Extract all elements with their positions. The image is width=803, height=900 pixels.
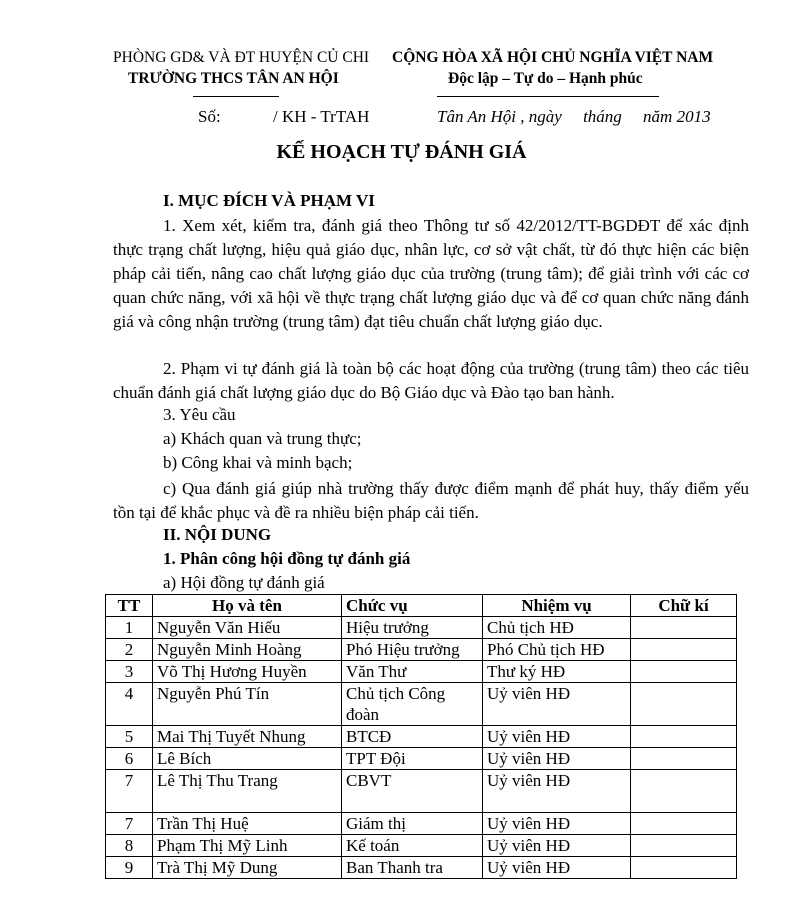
table-row [106,835,737,857]
document-date: Tân An Hội , ngày tháng năm 2013 [437,107,711,126]
table-row [106,813,737,835]
cell-name: Nguyễn Văn Hiếu [153,617,342,639]
header-tt: TT [106,595,153,617]
cell-position: Ban Thanh tra [342,857,483,879]
left-header-underline [193,96,279,97]
cell-duty: Thư ký HĐ [483,661,631,683]
requirement-b: b) Công khai và minh bạch; [163,453,353,472]
cell-signature [631,770,737,813]
cell-signature [631,683,737,726]
table-row [106,661,737,683]
cell-position: TPT Đội [342,748,483,770]
cell-tt: 8 [106,835,153,857]
cell-name: Lê Thị Thu Trang [153,770,342,813]
requirement-c: c) Qua đánh giá giúp nhà trường thấy được điểm mạnh để phát huy, thấy điểm yếu tồn tại để khắc phục và đề ra nhiều biện pháp cải tiến. [113,479,749,522]
cell-tt: 2 [106,639,153,661]
section-1-paragraph-2: 2. Phạm vi tự đánh giá là toàn bộ các hoạt động của trường (trung tâm) theo các tiêu chuẩn đánh giá chất lượng giáo dục do Bộ Giáo dục và Đào tạo ban hành. [113,359,749,402]
cell-duty: Uỷ viên HĐ [483,726,631,748]
cell-duty: Uỷ viên HĐ [483,857,631,879]
cell-duty: Uỷ viên HĐ [483,835,631,857]
cell-position: Giám thị [342,813,483,835]
cell-position: Văn Thư [342,661,483,683]
right-header-underline [437,96,659,97]
table-row [106,726,737,748]
cell-signature [631,661,737,683]
cell-position: Chủ tịch Công đoàn [342,683,483,726]
cell-signature [631,639,737,661]
table-row [106,770,737,813]
header-duty: Nhiệm vụ [483,595,631,617]
cell-signature [631,617,737,639]
cell-position: CBVT [342,770,483,813]
document-number-code: / KH - TrTAH [273,107,370,126]
cell-name: Nguyễn Minh Hoàng [153,639,342,661]
department-name: PHÒNG GD& VÀ ĐT HUYỆN CỦ CHI [113,49,370,66]
cell-tt: 1 [106,617,153,639]
cell-name: Phạm Thị Mỹ Linh [153,835,342,857]
section-1-paragraph-1: 1. Xem xét, kiểm tra, đánh giá theo Thông tư số 42/2012/TT-BGDĐT để xác định thực trạng chất lượng, hiệu quả giáo dục, nhân lực, cơ sở vật chất, từ đó thực hiện các biện pháp cải tiến, nâng cao chất lượng giáo dục của trường (trung tâm); để giải trình với các cơ quan chức năng, với xã hội về thực trạng chất lượng giáo dục và để cơ quan chức năng đánh giá và công nhận trường (trung tâm) đạt tiêu chuẩn chất lượng giáo dục. [113,216,749,331]
cell-position: Hiệu trưởng [342,617,483,639]
cell-duty: Chủ tịch HĐ [483,617,631,639]
table-row [106,639,737,661]
header-signature: Chữ kí [631,595,737,617]
cell-tt: 6 [106,748,153,770]
requirement-a: a) Khách quan và trung thực; [163,429,362,448]
cell-tt: 7 [106,770,153,813]
cell-position: Kế toán [342,835,483,857]
table-row [106,857,737,879]
council-subheading: a) Hội đồng tự đánh giá [163,573,325,592]
cell-tt: 9 [106,857,153,879]
cell-tt: 7 [106,813,153,835]
cell-position: Phó Hiệu trưởng [342,639,483,661]
document-number-label: Số: [198,107,221,126]
cell-signature [631,748,737,770]
page-title: KẾ HOẠCH TỰ ĐÁNH GIÁ [276,141,527,163]
cell-tt: 5 [106,726,153,748]
cell-signature [631,857,737,879]
table-row [106,683,737,726]
cell-duty: Phó Chủ tịch HĐ [483,639,631,661]
school-name: TRƯỜNG THCS TÂN AN HỘI [128,70,339,87]
cell-duty: Uỷ viên HĐ [483,748,631,770]
table-row [106,748,737,770]
national-title: CỘNG HÒA XÃ HỘI CHỦ NGHĨA VIỆT NAM [392,49,714,66]
cell-duty: Uỷ viên HĐ [483,683,631,726]
section-1-heading: I. MỤC ĐÍCH VÀ PHẠM VI [163,191,375,210]
section-1-requirements: 3. Yêu cầu [163,405,236,424]
cell-duty: Uỷ viên HĐ [483,770,631,813]
cell-signature [631,813,737,835]
cell-name: Trần Thị Huệ [153,813,342,835]
cell-name: Mai Thị Tuyết Nhung [153,726,342,748]
cell-name: Võ Thị Hương Huyền [153,661,342,683]
table-header-row [106,595,737,617]
header-name: Họ và tên [153,595,342,617]
section-2-subheading: 1. Phân công hội đồng tự đánh giá [163,549,411,568]
cell-signature [631,835,737,857]
cell-duty: Uỷ viên HĐ [483,813,631,835]
national-motto: Độc lập – Tự do – Hạnh phúc [448,70,643,87]
cell-name: Nguyễn Phú Tín [153,683,342,726]
header-position: Chức vụ [342,595,483,617]
cell-name: Lê Bích [153,748,342,770]
council-table [105,594,737,879]
cell-position: BTCĐ [342,726,483,748]
cell-tt: 3 [106,661,153,683]
cell-name: Trà Thị Mỹ Dung [153,857,342,879]
cell-signature [631,726,737,748]
table-row [106,617,737,639]
cell-tt: 4 [106,683,153,726]
section-2-heading: II. NỘI DUNG [163,525,272,544]
